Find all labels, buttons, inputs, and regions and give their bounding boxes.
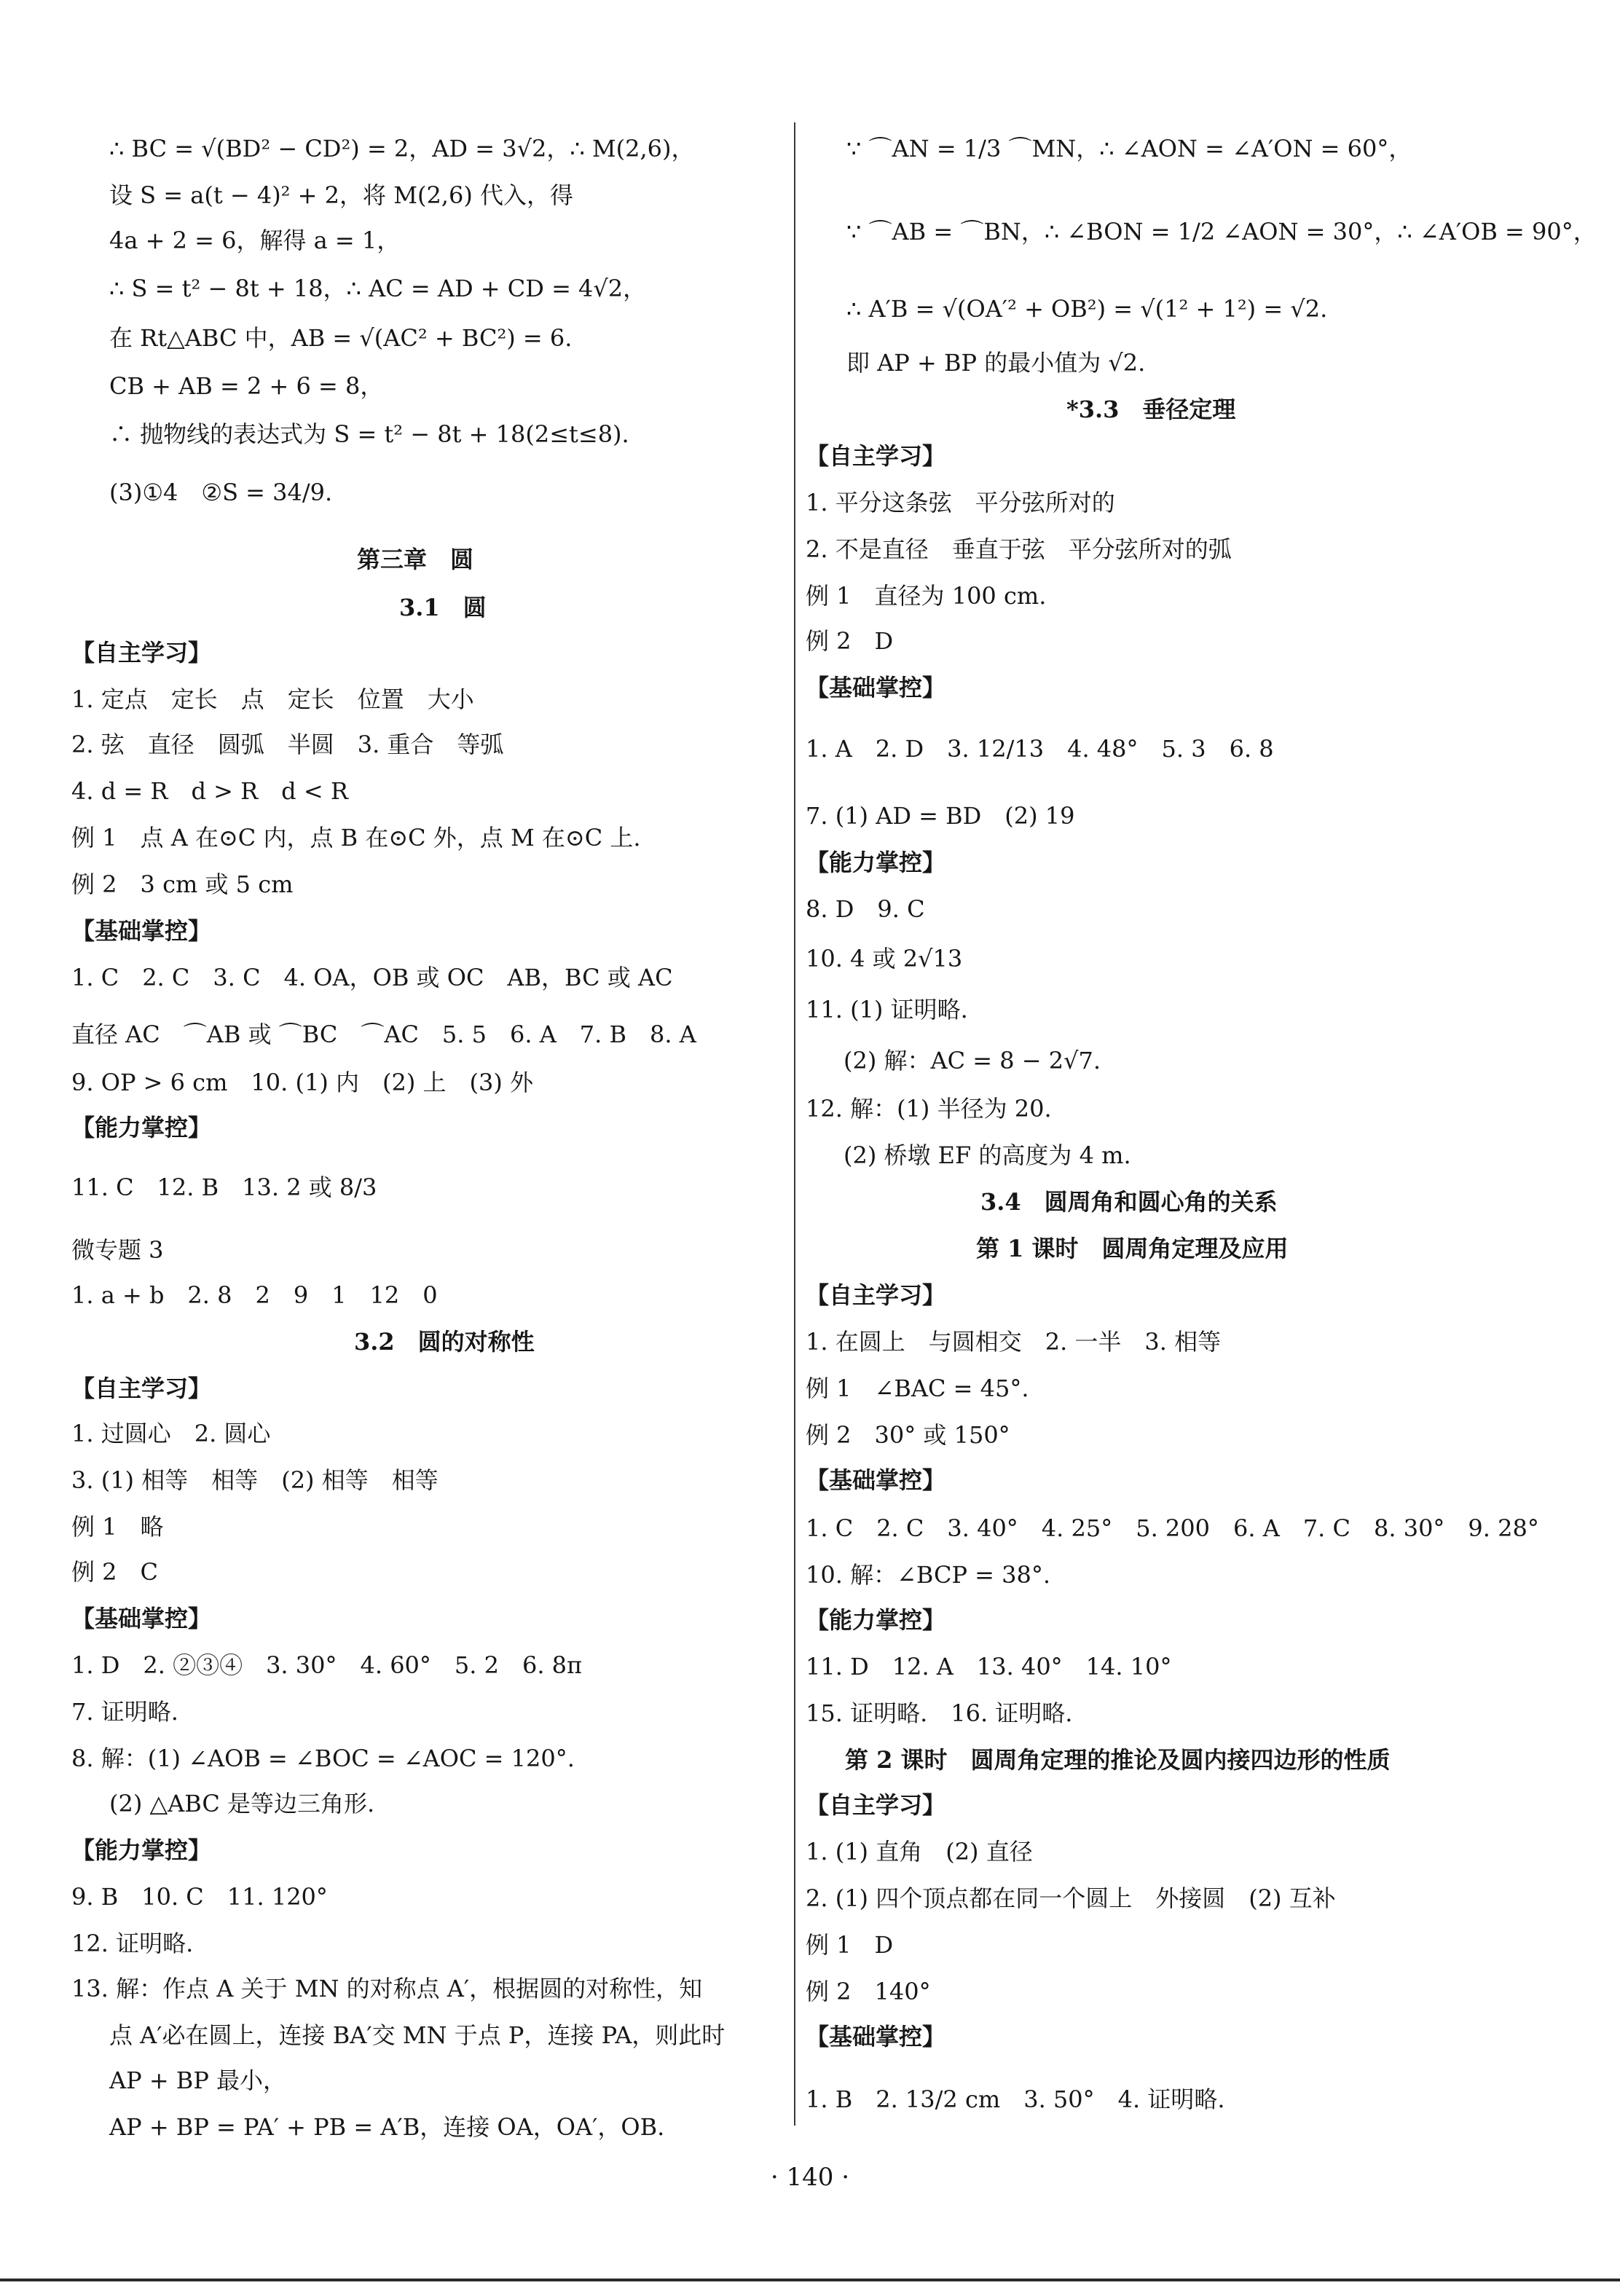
text-line: 1. 过圆心 2. 圆心	[71, 1420, 271, 1447]
text-line: 11. C 12. B 13. 2 或 8/3	[71, 1173, 377, 1201]
text-line: 例 1 直径为 100 cm.	[806, 582, 1047, 610]
text-line: ∴ S = t² − 8t + 18，∴ AC = AD + CD = 4√2，	[109, 275, 647, 302]
text-line: 微专题 3	[71, 1236, 164, 1264]
text-line: 设 S = a(t − 4)² + 2，将 M(2,6) 代入，得	[109, 181, 573, 209]
text-line: 例 2 D	[806, 627, 894, 655]
text-line: 1. (1) 直角 (2) 直径	[806, 1838, 1033, 1866]
text-line: 9. OP > 6 cm 10. (1) 内 (2) 上 (3) 外	[71, 1069, 533, 1096]
text-line: (3)①4 ②S = 34/9.	[109, 479, 333, 506]
text-line: 10. 4 或 2√13	[806, 945, 963, 972]
text-line: 15. 证明略. 16. 证明略.	[806, 1699, 1073, 1727]
text-line: 【自主学习】	[806, 1791, 946, 1819]
text-line: 【自主学习】	[71, 1375, 212, 1402]
text-line: 1. C 2. C 3. C 4. OA，OB 或 OC AB，BC 或 AC	[71, 964, 673, 991]
text-line: 4. d = R d > R d < R	[71, 777, 348, 805]
text-line: 【基础掌控】	[806, 2023, 946, 2051]
text-line: (2) 桥墩 EF 的高度为 4 m.	[844, 1141, 1131, 1169]
text-line: 2. (1) 四个顶点都在同一个圆上 外接圆 (2) 互补	[806, 1884, 1336, 1912]
text-line: 11. (1) 证明略.	[806, 996, 968, 1023]
text-line: 在 Rt△ABC 中，AB = √(AC² + BC²) = 6.	[109, 324, 573, 352]
text-line: 1. D 2. ②③④ 3. 30° 4. 60° 5. 2 6. 8π	[71, 1651, 583, 1679]
text-line: 第 1 课时 圆周角定理及应用	[976, 1235, 1289, 1262]
text-line: 【基础掌控】	[71, 1605, 212, 1632]
text-line: 13. 解：作点 A 关于 MN 的对称点 A′，根据圆的对称性，知	[71, 1975, 703, 2002]
text-line: 例 1 略	[71, 1513, 164, 1541]
text-line: *3.3 垂径定理	[1066, 396, 1236, 423]
text-line: 10. 解：∠BCP = 38°.	[806, 1561, 1051, 1589]
text-line: 1. 定点 定长 点 定长 位置 大小	[71, 685, 474, 713]
text-line: 8. D 9. C	[806, 895, 925, 923]
column-divider	[794, 122, 795, 2126]
text-line: 第 2 课时 圆周角定理的推论及圆内接四边形的性质	[845, 1746, 1391, 1774]
text-line: 点 A′必在圆上，连接 BA′交 MN 于点 P，连接 PA，则此时	[109, 2021, 726, 2049]
text-line: 【基础掌控】	[806, 1466, 946, 1494]
text-line: 12. 证明略.	[71, 1930, 194, 1957]
text-line: ∴ A′B = √(OA′² + OB²) = √(1² + 1²) = √2.	[846, 295, 1328, 323]
text-line: 【基础掌控】	[71, 917, 212, 945]
text-line: 1. C 2. C 3. 40° 4. 25° 5. 200 6. A 7. C 8. 30° 9. 28°	[806, 1514, 1539, 1542]
text-line: 例 2 30° 或 150°	[806, 1421, 1010, 1449]
text-line: 8. 解：(1) ∠AOB = ∠BOC = ∠AOC = 120°.	[71, 1745, 575, 1772]
text-line: 1. B 2. 13/2 cm 3. 50° 4. 证明略.	[806, 2085, 1225, 2113]
text-line: 1. a + b 2. 8 2 9 1 12 0	[71, 1281, 438, 1309]
text-line: (2) 解：AC = 8 − 2√7.	[844, 1047, 1101, 1074]
text-line: 7. (1) AD = BD (2) 19	[806, 802, 1075, 830]
text-line: ∴ BC = √(BD² − CD²) = 2，AD = 3√2，∴ M(2,6)，	[109, 135, 695, 162]
text-line: 【能力掌控】	[71, 1836, 212, 1864]
text-line: 即 AP + BP 的最小值为 √2.	[846, 349, 1146, 377]
text-line: 例 1 D	[806, 1931, 894, 1959]
text-line: (2) △ABC 是等边三角形.	[109, 1790, 375, 1817]
text-line: 【自主学习】	[806, 1281, 946, 1309]
text-line: 2. 弦 直径 圆弧 半圆 3. 重合 等弧	[71, 731, 504, 758]
text-line: 【能力掌控】	[71, 1114, 212, 1141]
text-line: 直径 AC ⌒AB 或 ⌒BC ⌒AC 5. 5 6. A 7. B 8. A	[71, 1021, 696, 1048]
text-line: 【自主学习】	[71, 639, 212, 667]
page-number: · 140 ·	[770, 2163, 850, 2192]
bottom-rule	[0, 2279, 1620, 2281]
text-line: 第三章 圆	[357, 546, 474, 573]
text-line: 例 2 140°	[806, 1978, 931, 2005]
text-line: 【能力掌控】	[806, 849, 946, 876]
text-line: 【能力掌控】	[806, 1606, 946, 1634]
text-line: ∵ ⌒AN = 1/3 ⌒MN，∴ ∠AON = ∠A′ON = 60°，	[846, 135, 1412, 162]
text-line: 例 1 ∠BAC = 45°.	[806, 1375, 1029, 1402]
text-line: 3.4 圆周角和圆心角的关系	[980, 1188, 1278, 1216]
text-line: 3. (1) 相等 相等 (2) 相等 相等	[71, 1466, 439, 1494]
text-line: 12. 解：(1) 半径为 20.	[806, 1095, 1052, 1123]
text-line: 1. A 2. D 3. 12/13 4. 48° 5. 3 6. 8	[806, 735, 1274, 763]
text-line: 9. B 10. C 11. 120°	[71, 1883, 328, 1911]
text-line: 【自主学习】	[806, 442, 946, 470]
text-line: 【基础掌控】	[806, 674, 946, 701]
text-line: AP + BP 最小，	[109, 2067, 287, 2094]
text-line: CB + AB = 2 + 6 = 8，	[109, 372, 384, 400]
text-line: 3.2 圆的对称性	[354, 1328, 535, 1356]
text-line: ∴ 抛物线的表达式为 S = t² − 8t + 18(2≤t≤8).	[109, 420, 629, 448]
text-line: 例 1 点 A 在⊙C 内，点 B 在⊙C 外，点 M 在⊙C 上.	[71, 824, 641, 852]
text-line: 11. D 12. A 13. 40° 14. 10°	[806, 1653, 1172, 1680]
text-line: 3.1 圆	[399, 594, 487, 621]
text-line: 1. 在圆上 与圆相交 2. 一半 3. 相等	[806, 1328, 1222, 1356]
text-line: 4a + 2 = 6，解得 a = 1，	[109, 227, 401, 254]
text-line: ∵ ⌒AB = ⌒BN，∴ ∠BON = 1/2 ∠AON = 30°，∴ ∠A′OB = 90°，	[846, 218, 1597, 245]
text-line: 例 2 C	[71, 1558, 159, 1586]
text-line: 1. 平分这条弦 平分弦所对的	[806, 489, 1115, 516]
text-line: 例 2 3 cm 或 5 cm	[71, 870, 294, 898]
text-line: 7. 证明略.	[71, 1698, 178, 1726]
text-line: AP + BP = PA′ + PB = A′B，连接 OA，OA′，OB.	[109, 2113, 665, 2141]
text-line: 2. 不是直径 垂直于弦 平分弦所对的弧	[806, 535, 1232, 563]
